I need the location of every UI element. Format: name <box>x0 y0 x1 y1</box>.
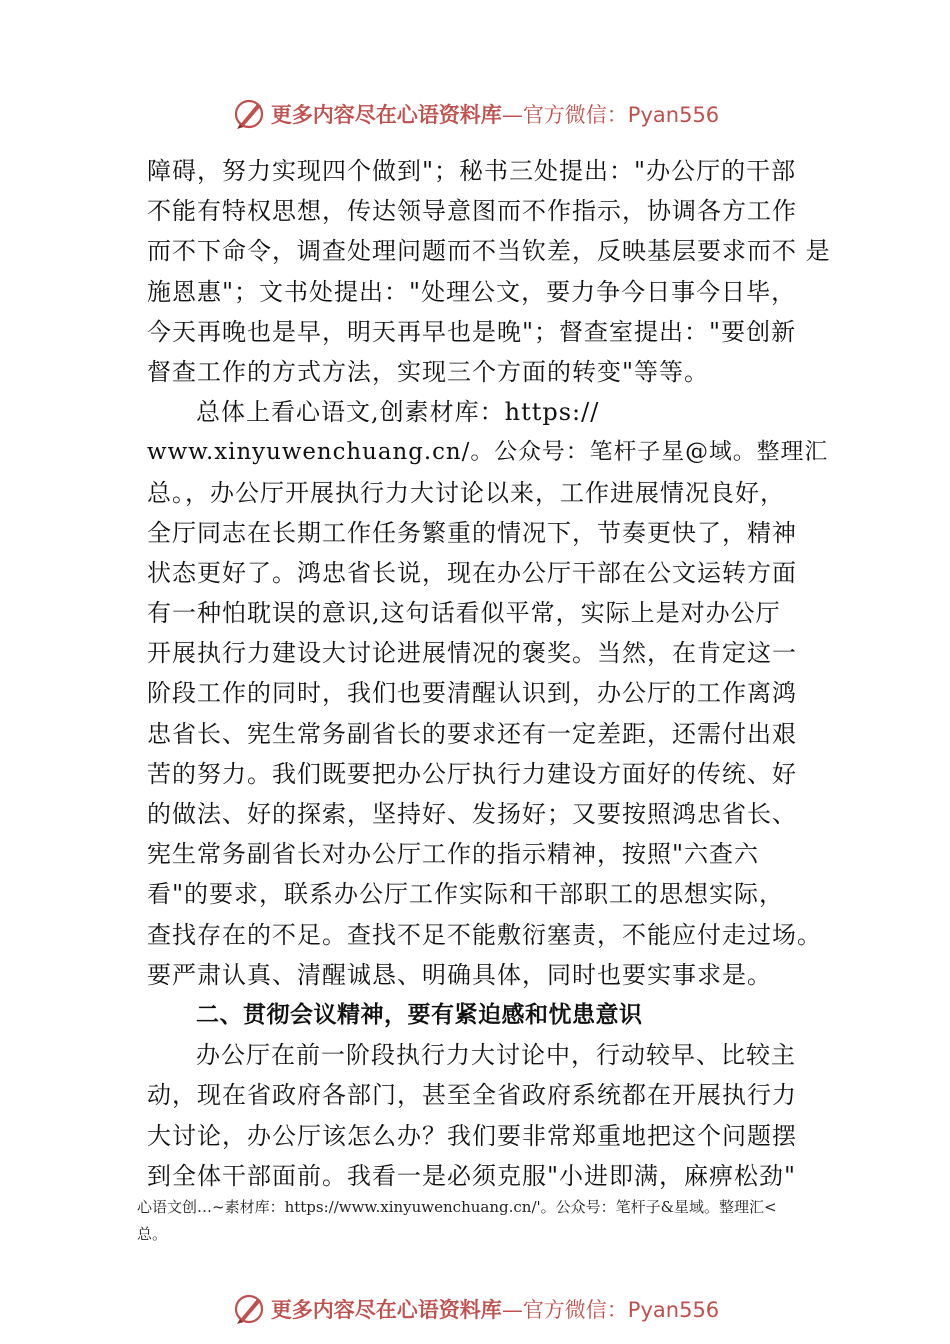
footer-banner <box>0 1289 950 1329</box>
banner-text <box>271 1294 719 1324</box>
text-line: 苦的努力。我们既要把办公厅执行力建设方面好的传统、好 <box>147 759 797 788</box>
banner-lead: 更多内容尽在心语资料库 <box>270 103 502 127</box>
banner-lead: 更多内容尽在心语资料库 <box>270 1298 502 1322</box>
text-line: 查找存在的不足。查找不足不能敷衍塞责，不能应付走过场。 <box>147 920 822 949</box>
text-line: 办公厅在前一阶段执行力大讨论中，行动较早、比较主 <box>196 1041 796 1070</box>
text-line: 的做法、好的探索，坚持好、发扬好；又要按照鸿忠省长、 <box>147 800 797 828</box>
text-line: 忠省长、宪生常务副省长的要求还有一定差距，还需付出艰 <box>147 719 797 748</box>
text-line: 而不下命令，调查处理问题而不当钦差，反映基层要求而不 是 <box>147 237 831 266</box>
text-line: 施恩惠"；文书处提出："处理公文，要力争今日事今日毕， <box>147 277 797 306</box>
text-line: 动，现在省政府各部门，甚至全省政府系统都在开展执行力 <box>147 1081 797 1110</box>
text-line: 今天再晚也是早，明天再早也是晚"；督查室提出："要创新 <box>147 317 797 346</box>
text-line: 要严肃认真、清醒诚恳、明确具体，同时也要实事求是。 <box>147 960 772 989</box>
text-line: 督查工作的方式方法，实现三个方面的转变"等等。 <box>147 357 710 386</box>
pen-circle-logo-icon <box>231 96 267 132</box>
document-body <box>147 151 837 1196</box>
text-line: 全厅同志在长期工作任务繁重的情况下，节奏更快了，精神 <box>147 518 797 547</box>
text-line: 开展执行力建设大讨论进展情况的褒奖。当然，在肯定这一 <box>147 639 797 668</box>
text-line: 宪生常务副省长对办公厅工作的指示精神，按照"六查六 <box>147 840 760 869</box>
banner-tail: —官方微信：Pyan556 <box>501 1298 720 1322</box>
text-line: 不能有特权思想，传达领导意图而不作指示，协调各方工作 <box>147 197 797 226</box>
text-line: 有一种怕耽误的意识,这句话看似平常，实际上是对办公厅 <box>147 599 781 628</box>
text-line: 看"的要求，联系办公厅工作实际和干部职工的思想实际， <box>147 880 785 909</box>
banner-text <box>271 99 719 129</box>
footnote-line: 心语文创…~素材库：https://www.xinyuwenchuang.cn/'。公众号：笔杆子&星域。整理汇< <box>137 1198 777 1216</box>
text-line: 状态更好了。鸿忠省长说，现在办公厅干部在公文运转方面 <box>147 558 797 587</box>
text-line: 大讨论，办公厅该怎么办？我们要非常郑重地把这个问题摆 <box>147 1121 797 1150</box>
text-line: 总体上看心语文,创素材库：https:// <box>196 398 600 427</box>
header-banner <box>0 94 950 134</box>
text-line: 阶段工作的同时，我们也要清醒认识到，办公厅的工作离鸿 <box>147 679 797 708</box>
text-line: 障碍，努力实现四个做到"；秘书三处提出："办公厅的干部 <box>147 157 797 185</box>
text-line: 到全体干部面前。我看一是必须克服"小进即满，麻痹松劲" <box>147 1161 797 1190</box>
section-heading: 二、贯彻会议精神，要有紧迫感和忧患意识 <box>196 1001 643 1028</box>
text-line: 总。，办公厅开展执行力大讨论以来，工作进展情况良好， <box>147 478 785 507</box>
banner-tail: —官方微信：Pyan556 <box>501 103 720 127</box>
footnote-line: 总。 <box>137 1225 168 1243</box>
pen-circle-logo-icon <box>231 1291 267 1327</box>
text-line: www.xinyuwenchuang.cn/。公众号：笔杆子星@域。整理汇 <box>147 439 829 466</box>
footnote <box>137 1194 857 1248</box>
